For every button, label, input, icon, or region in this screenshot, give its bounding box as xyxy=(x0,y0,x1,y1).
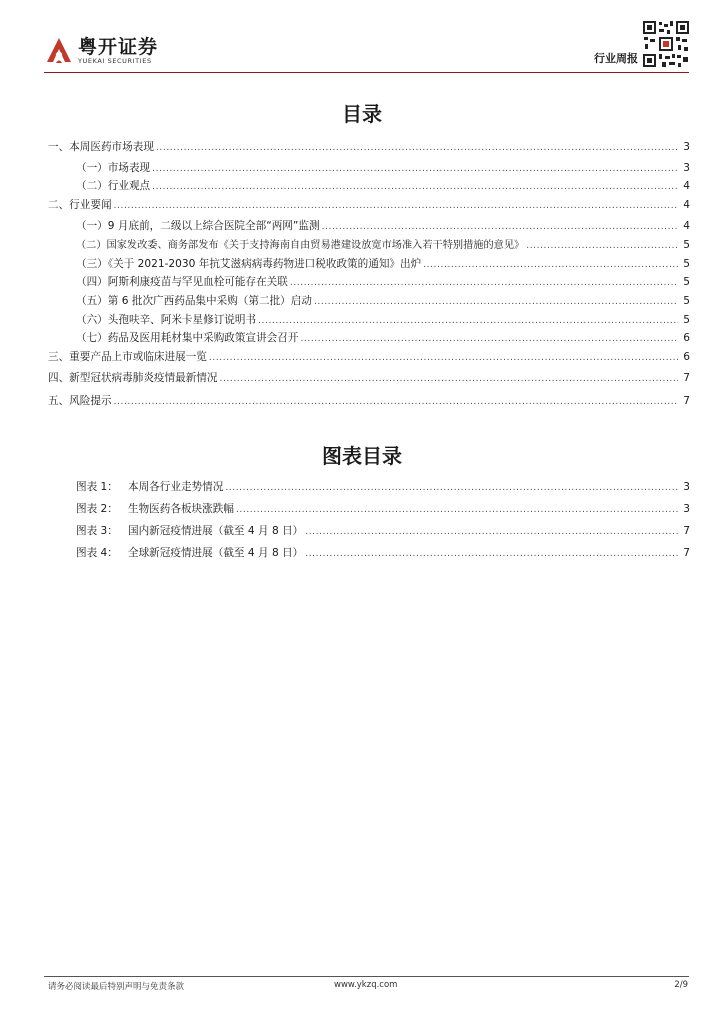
toc-entry-label: 二、行业要闻 xyxy=(48,199,112,211)
toc-entry[interactable] xyxy=(76,292,690,310)
toc-entry-label: （六）头孢呋辛、阿米卡星修订说明书 xyxy=(76,314,257,326)
footer-website[interactable]: www.ykzq.com xyxy=(334,980,398,990)
toc-entry-label: （二）行业观点 xyxy=(76,180,151,192)
figure-number: 图表 1： xyxy=(76,481,118,493)
toc-leader-dots xyxy=(423,256,678,274)
toc-entry[interactable] xyxy=(48,369,690,387)
report-type: 行业周报 xyxy=(594,52,638,65)
toc-leader-dots xyxy=(305,545,678,563)
figure-entry[interactable] xyxy=(76,478,690,496)
figure-entry[interactable] xyxy=(76,544,690,562)
toc-leader-dots xyxy=(209,349,678,367)
toc-entry-label: 四、新型冠状病毒肺炎疫情最新情况 xyxy=(48,372,218,384)
company-logo xyxy=(44,36,158,66)
toc-entry-label: （三）《关于 2021-2030 年抗艾滋病病毒药物进口税收政策的通知》出炉 xyxy=(76,258,422,270)
toc-entry[interactable] xyxy=(76,217,690,235)
toc-entry-label: 一、本周医药市场表现 xyxy=(48,141,154,153)
toc-entry[interactable] xyxy=(76,311,690,329)
toc-leader-dots xyxy=(290,274,678,292)
toc-entry[interactable] xyxy=(48,348,690,366)
toc-leader-dots xyxy=(225,479,678,497)
company-logo-icon xyxy=(44,36,74,66)
figure-page: 7 xyxy=(683,525,690,537)
toc-entry-page: 6 xyxy=(683,351,690,363)
toc-entry-label: （四）阿斯利康疫苗与罕见血栓可能存在关联 xyxy=(76,276,288,288)
figure-entry[interactable] xyxy=(76,522,690,540)
toc-leader-dots xyxy=(156,139,678,157)
figure-label: 生物医药各板块涨跌幅 xyxy=(128,503,234,515)
toc-leader-dots xyxy=(152,178,678,196)
figure-page: 7 xyxy=(683,547,690,559)
toc-leader-dots xyxy=(114,197,678,215)
figure-page: 3 xyxy=(683,503,690,515)
figure-number: 图表 3： xyxy=(76,525,118,537)
header-divider xyxy=(44,72,689,73)
toc-entry-page: 7 xyxy=(683,395,690,407)
toc-leader-dots xyxy=(152,160,678,178)
toc-entry-label: （一）市场表现 xyxy=(76,162,151,174)
figure-label: 全球新冠疫情进展（截至 4 月 8 日） xyxy=(128,547,304,559)
toc-entry-label: 五、风险提示 xyxy=(48,395,112,407)
toc-entry-page: 4 xyxy=(683,199,690,211)
toc-leader-dots xyxy=(314,293,678,311)
toc-entry-page: 3 xyxy=(683,162,690,174)
toc-entry[interactable] xyxy=(76,236,690,254)
page-header xyxy=(0,0,724,80)
figure-number: 图表 4： xyxy=(76,547,118,559)
toc-entry-label: （七）药品及医用耗材集中采购政策宣讲会召开 xyxy=(76,332,299,344)
toc-leader-dots xyxy=(258,312,678,330)
footer-page-number: 2/9 xyxy=(674,980,688,990)
toc-entry-page: 6 xyxy=(683,332,690,344)
toc-leader-dots xyxy=(300,330,678,348)
figure-page: 3 xyxy=(683,481,690,493)
toc-entry-page: 5 xyxy=(683,295,690,307)
footer-disclaimer: 请务必阅读最后特别声明与免责条款 xyxy=(48,982,185,992)
toc-entry-page: 4 xyxy=(683,220,690,232)
toc-entry[interactable] xyxy=(76,255,690,273)
toc-entry[interactable] xyxy=(76,159,690,177)
toc-entry-page: 5 xyxy=(683,276,690,288)
toc-leader-dots xyxy=(236,501,678,519)
toc-entry-page: 7 xyxy=(683,372,690,384)
toc-entry-page: 4 xyxy=(683,180,690,192)
toc-entry-label: （一）9 月底前，二级以上综合医院全部“两网”监测 xyxy=(76,220,320,232)
toc-entry-page: 5 xyxy=(683,239,690,251)
toc-entry-label: 三、重要产品上市或临床进展一览 xyxy=(48,351,207,363)
toc-entry-label: （五）第 6 批次广西药品集中采购（第二批）启动 xyxy=(76,295,312,307)
figure-entry[interactable] xyxy=(76,500,690,518)
toc-leader-dots xyxy=(526,237,678,255)
toc-leader-dots xyxy=(220,370,679,388)
footer-divider xyxy=(44,976,689,977)
toc-entry-page: 5 xyxy=(683,314,690,326)
figure-label: 国内新冠疫情进展（截至 4 月 8 日） xyxy=(128,525,304,537)
figures-title: 图表目录 xyxy=(322,444,402,468)
company-name-cn: 粤开证券 xyxy=(78,36,159,58)
toc-entry[interactable] xyxy=(76,273,690,291)
toc-entry[interactable] xyxy=(48,138,690,156)
toc-leader-dots xyxy=(305,523,678,541)
toc-leader-dots xyxy=(114,393,678,411)
company-name-en: YUEKAI SECURITIES xyxy=(78,57,152,65)
qr-code-icon xyxy=(642,20,690,68)
toc-entry[interactable] xyxy=(48,196,690,214)
toc-entry-label: （二）国家发改委、商务部发布《关于支持海南自由贸易港建设放宽市场准入若干特别措施的意见》 xyxy=(76,240,525,251)
figure-number: 图表 2： xyxy=(76,503,118,515)
figure-label: 本周各行业走势情况 xyxy=(128,481,224,493)
toc-entry[interactable] xyxy=(76,329,690,347)
toc-entry-page: 5 xyxy=(683,258,690,270)
toc-entry-page: 3 xyxy=(683,141,690,153)
toc-leader-dots xyxy=(322,218,678,236)
toc-entry[interactable] xyxy=(48,392,690,410)
toc-entry[interactable] xyxy=(76,177,690,195)
toc-title: 目录 xyxy=(342,102,382,126)
